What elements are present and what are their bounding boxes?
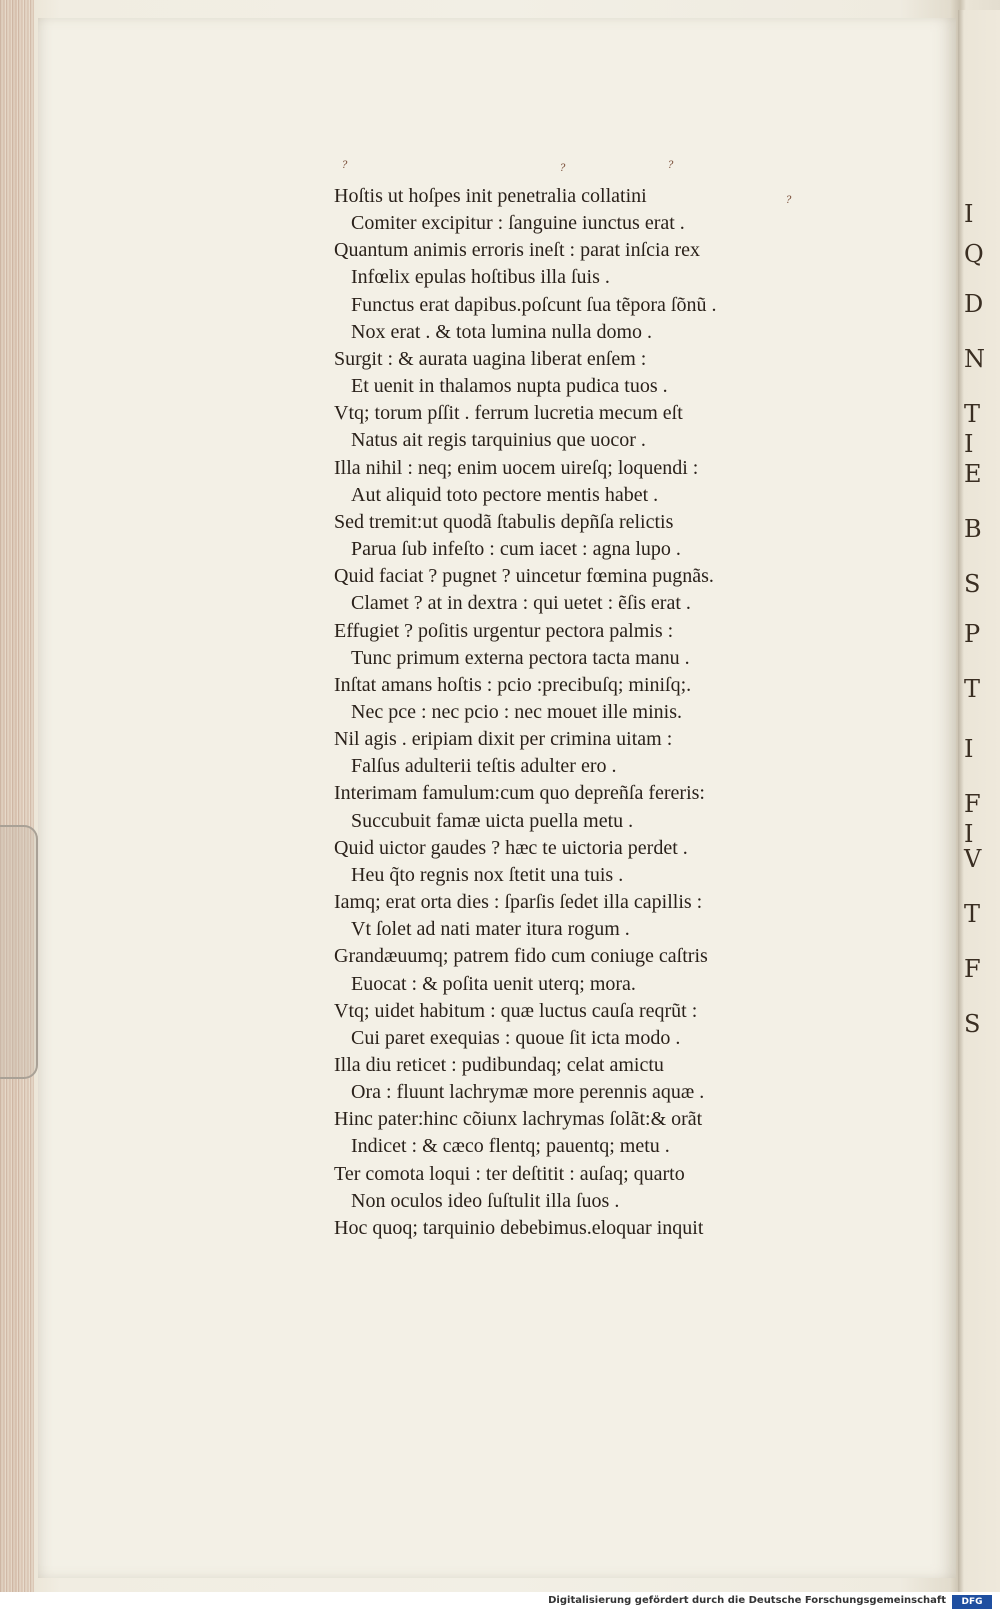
next-page-initial: E <box>964 460 982 488</box>
verse-line: Illa diu reticet : pudibundaq; celat amictu <box>334 1054 664 1076</box>
verse-line: Heu q̃to regnis nox ſtetit una tuis . <box>351 863 624 886</box>
verse-text-block <box>334 183 854 1242</box>
verse-line: Hoc quoq; tarquinio debebimus.eloquar inquit <box>334 1216 704 1239</box>
next-page-initial: N <box>964 345 985 373</box>
verse-line: Vtq; uidet habitum : quæ luctus cauſa reqrũt : <box>334 999 698 1022</box>
verse-line: Inſtat amans hoſtis : pcio :precibuſq; miniſq;. <box>334 673 692 696</box>
verse-line: Hoſtis ut hoſpes init penetralia collatini <box>334 185 647 207</box>
next-page-initial: T <box>964 900 981 928</box>
next-page-initial: I <box>964 735 974 763</box>
verse-line: Cui paret exequias : quoue ſit icta modo . <box>351 1026 681 1049</box>
book-clip <box>0 825 38 1079</box>
verse-line: Quid uictor gaudes ? hæc te uictoria perdet . <box>334 836 688 859</box>
next-page-initial: D <box>964 290 984 318</box>
next-page-initial: S <box>964 570 981 598</box>
verse-line: Hinc pater:hinc cõiunx lachrymas ſolãt:& orãt <box>334 1108 703 1131</box>
next-page-initial: F <box>964 955 981 983</box>
footer-credit: Digitalisierung gefördert durch die Deutsche Forschungsgemeinschaft <box>548 1595 946 1606</box>
verse-line: Non oculos ideo ſuſtulit illa ſuos . <box>351 1189 620 1212</box>
verse-line: Vtq; torum pſſit . ferrum lucretia mecum eſt <box>334 402 683 425</box>
verse-line: Quid faciat ? pugnet ? uincetur fœmina pugnãs. <box>334 565 714 588</box>
verse-line: Nec pce : nec pcio : nec mouet ille minis. <box>351 700 682 723</box>
verse-line: Quantum animis erroris ineſt : parat inſcia rex <box>334 239 700 262</box>
verse-line: Tunc primum externa pectora tacta manu . <box>351 646 690 669</box>
page-stack-edge <box>0 0 34 1592</box>
verse-line: Grandæuumq; patrem fido cum coniuge caſtris <box>334 945 708 968</box>
verse-line: Natus ait regis tarquinius que uocor . <box>351 429 646 452</box>
next-page-initial: T <box>964 675 981 703</box>
marginal-annotation: ? <box>560 163 566 174</box>
verse-line: Ora : fluunt lachrymæ more perennis aquæ . <box>351 1081 705 1104</box>
next-page-initial: P <box>964 620 981 648</box>
marginal-annotation: ? <box>342 160 348 171</box>
verse-line: Aut aliquid toto pectore mentis habet . <box>351 483 659 506</box>
next-page-initial: T <box>964 400 981 428</box>
verse-line: Clamet ? at in dextra : qui uetet : ẽſis erat . <box>351 592 691 615</box>
verse-line: Iamq; erat orta dies : ſparſis ſedet illa capillis : <box>334 891 703 914</box>
verse-line: Functus erat dapibus.poſcunt ſua tẽpora ſõnũ . <box>351 293 717 316</box>
footer-bar <box>0 1592 1000 1613</box>
verse-line: Ter comota loqui : ter deſtitit : auſaq; quarto <box>334 1162 685 1185</box>
next-page-initial: V <box>964 845 982 873</box>
next-page-initial: I <box>964 200 974 228</box>
verse-line: Comiter excipitur : ſanguine iunctus erat . <box>351 212 685 235</box>
verse-line: Falſus adulterii teſtis adulter ero . <box>351 755 617 778</box>
verse-line: Parua ſub infeſto : cum iacet : agna lupo . <box>351 538 681 561</box>
verse-line: Euocat : & poſita uenit uterq; mora. <box>351 972 636 995</box>
verse-line: Nox erat . & tota lumina nulla domo . <box>351 320 653 343</box>
verse-line: Sed tremit:ut quodã ſtabulis depñſa relictis <box>334 510 674 533</box>
next-page-initial: S <box>964 1010 981 1038</box>
verse-line: Nil agis . eripiam dixit per crimina uitam : <box>334 728 673 751</box>
next-page-initial: F <box>964 790 981 818</box>
verse-line: Et uenit in thalamos nupta pudica tuos . <box>351 375 668 398</box>
verse-line: Surgit : & aurata uagina liberat enſem : <box>334 347 647 370</box>
dfg-logo: DFG <box>952 1595 992 1609</box>
marginal-annotation: ? <box>668 160 674 171</box>
next-page-initial: B <box>964 515 982 543</box>
verse-line: Indicet : & cæco flentq; pauentq; metu . <box>351 1135 670 1158</box>
verse-line: Infœlix epulas hoſtibus illa ſuis . <box>351 266 610 289</box>
next-page-initial: I <box>964 430 974 458</box>
verse-line: Effugiet ? poſitis urgentur pectora palmis : <box>334 619 674 642</box>
verse-line: Interimam famulum:cum quo depreñſa fereris: <box>334 782 705 805</box>
verse-line: Vt ſolet ad nati mater itura rogum . <box>351 918 630 941</box>
verse-line: Succubuit famæ uicta puella metu . <box>351 809 634 832</box>
next-page-initial: Q <box>964 240 984 268</box>
next-page-initial: I <box>964 820 974 848</box>
marginal-annotation: ? <box>786 195 792 206</box>
verse-line: Illa nihil : neq; enim uocem uireſq; loquendi : <box>334 456 699 479</box>
